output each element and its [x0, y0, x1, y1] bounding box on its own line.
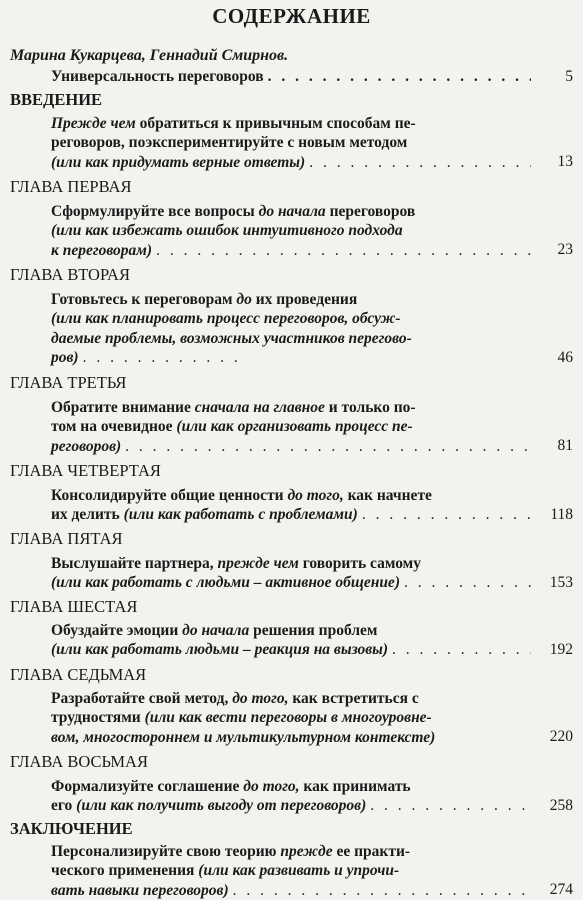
page-number: 153: [549, 574, 573, 591]
toc-entry-ch2: Готовьтесь к переговорам до их проведения (или как планировать процесс переговоров, обсуж- даемые проблемы, возможных участников перегово- ров) . . .: [51, 290, 531, 367]
page-number: 274: [549, 881, 573, 898]
section-heading-intro: ВВЕДЕНИЕ: [10, 90, 103, 109]
leader-dots: [233, 881, 531, 900]
page-number: 13: [557, 153, 573, 170]
leader-dots: [268, 67, 531, 86]
section-heading-ch6: ГЛАВА ШЕСТАЯ: [10, 597, 138, 616]
toc-entry-ch8: Формализуйте соглашение до того, как принимать его (или как получить выгоду от переговоров) . . .: [51, 777, 531, 816]
leader-dots: [404, 573, 531, 592]
toc-entry-preface: [51, 67, 531, 86]
section-heading-ch5: ГЛАВА ПЯТАЯ: [10, 529, 123, 548]
toc-entry-ch7: Разработайте свой метод, до того, как встретиться с трудностями (или как вести переговоры в многоуровне- вом, многостороннем и мультикультурном контексте): [51, 690, 436, 746]
section-heading-ch1: ГЛАВА ПЕРВАЯ: [10, 177, 132, 196]
page-number: 46: [557, 349, 573, 366]
preface-authors: Марина Кукарцева, Геннадий Смирнов.: [10, 47, 289, 64]
leader-dots: [125, 437, 531, 456]
toc-entry-ch5: Выслушайте партнера, прежде чем говорить самому (или как работать с людьми – активное общение) . . .: [51, 554, 531, 593]
leader-dots: [392, 640, 531, 659]
toc-entry-ch3: Обратите внимание сначала на главное и только по- том на очевидное (или как организовать процесс пе- реговоров) . . .: [51, 398, 531, 456]
leader-dots: [83, 348, 241, 367]
section-heading-ch2: ГЛАВА ВТОРАЯ: [10, 265, 130, 284]
section-heading-ch3: ГЛАВА ТРЕТЬЯ: [10, 373, 127, 392]
section-heading-ch4: ГЛАВА ЧЕТВЕРТАЯ: [10, 461, 161, 480]
leader-dots: [309, 153, 531, 172]
page-number: 23: [557, 241, 573, 258]
page-number: 220: [549, 728, 573, 745]
page-title: СОДЕРЖАНИЕ: [212, 4, 371, 28]
entry-text: Универсальность переговоров: [51, 68, 264, 85]
page-number: 118: [550, 506, 573, 523]
toc-entry-conclusion: Персонализируйте свою теорию прежде ее практи- ческого применения (или как развивать и упрочи- вать навыки переговоров) . . .: [51, 842, 531, 900]
page-number: 81: [557, 437, 573, 454]
section-heading-conclusion: ЗАКЛЮЧЕНИЕ: [10, 819, 133, 838]
page-number: 5: [565, 68, 573, 85]
section-heading-ch7: ГЛАВА СЕДЬМАЯ: [10, 665, 147, 684]
toc-entry-ch1: Сформулируйте все вопросы до начала переговоров (или как избежать ошибок интуитивного подхода к переговорам) . . .: [51, 202, 531, 260]
leader-dots: [370, 796, 531, 815]
toc-entry-intro: Прежде чем обратиться к привычным способам пе- реговоров, поэкспериментируйте с новым методом (или как придумать верные ответы) . . .: [51, 114, 531, 172]
toc-entry-ch4: Консолидируйте общие ценности до того, как начнете их делить (или как работать с проблемами) . . .: [51, 486, 531, 525]
leader-dots: [156, 241, 531, 260]
page-number: 192: [549, 641, 573, 658]
page-number: 258: [549, 797, 573, 814]
section-heading-ch8: ГЛАВА ВОСЬМАЯ: [10, 752, 148, 771]
toc-entry-ch6: Обуздайте эмоции до начала решения проблем (или как работать людьми – реакция на вызовы) . . .: [51, 621, 531, 660]
leader-dots: [362, 505, 531, 524]
